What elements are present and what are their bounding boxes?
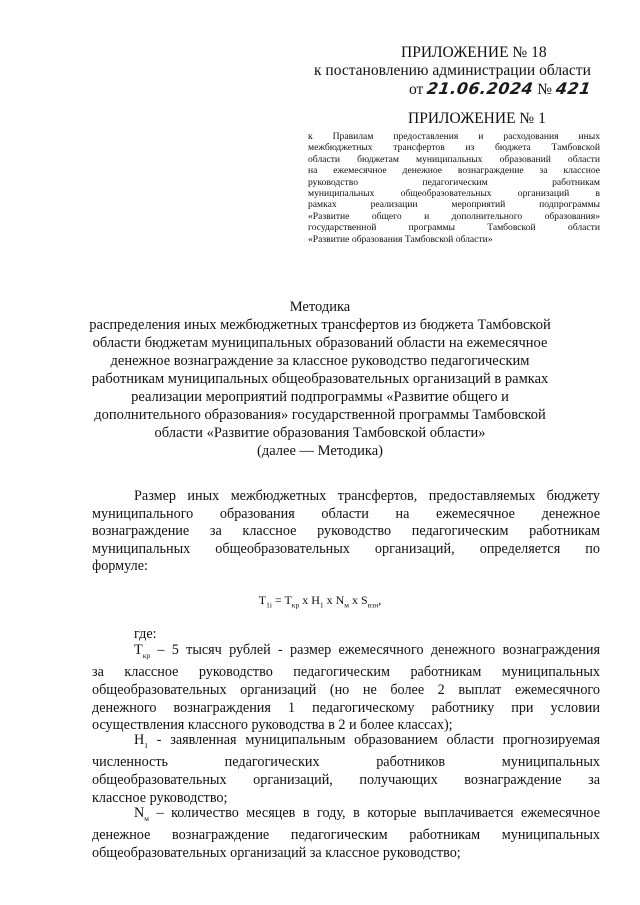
rules-reference-line: рамках реализации мероприятий подпрограммы [308, 199, 600, 211]
appendix-18-label: ПРИЛОЖЕНИЕ № 18 [401, 44, 547, 61]
definition-h1 [92, 732, 600, 807]
rules-reference-line: «Развитие общего и дополнительного образования» [308, 210, 600, 222]
rules-reference-line: руководство педагогическим работникам [308, 176, 600, 188]
resolution-reference: к постановлению администрации области [314, 62, 591, 79]
definition-line: общеобразовательных организаций (но не более 2 выплат ежемесячного [92, 682, 600, 699]
title-line: дополнительного образования» государственной программы Тамбовской [94, 407, 546, 423]
definition-line: $N_м$ – количество месяцев в году, в которые выплачивается ежемесячное [134, 805, 600, 823]
rules-reference-line: «Развитие образования Тамбовской области» [308, 233, 493, 245]
rules-reference-line: области бюджетам муниципальных образований области [308, 153, 600, 165]
formula-t: T [258, 593, 267, 607]
formula-h: x H [299, 593, 320, 607]
title-line: области «Развитие образования Тамбовской области» [154, 425, 486, 441]
definition-line: общеобразовательных организаций, получающих вознаграждение за [92, 772, 600, 789]
rules-reference-line: на ежемесячное денежное вознаграждение за классное [308, 165, 600, 177]
definition-line: численность педагогических работников муниципальных [92, 754, 600, 771]
formula-end: , [378, 593, 382, 607]
rules-reference [308, 131, 600, 245]
definition-line: $H_1$ - заявленная муниципальным образованием области прогнозируемая [134, 732, 600, 750]
where-label: где: [134, 626, 157, 642]
title-line: денежное вознаграждение за классное руководство педагогическим [110, 353, 530, 369]
formula-s: x S [349, 593, 368, 607]
title-line: реализации мероприятий подпрограммы «Развитие общего и [131, 389, 509, 405]
definition-line: денежного вознаграждения 1 педагогическому работнику при условии [92, 699, 600, 716]
formula-n: x N [323, 593, 345, 607]
intro-paragraph [92, 488, 600, 576]
formula-t-sub: 1i [266, 600, 272, 610]
intro-line: муниципального образования области на ежемесячное денежное [92, 505, 600, 522]
formula-n-sub: м [344, 600, 350, 610]
definition-nm [92, 805, 600, 863]
number-sign: № [537, 81, 553, 98]
definition-line: осуществления классного руководства в 2 и более классах); [92, 717, 453, 734]
title-line: распределения иных межбюджетных трансфертов из бюджета Тамбовской [89, 317, 551, 333]
definition-line: общеобразовательных организаций за классное руководство; [92, 845, 461, 862]
appendix-1-label: ПРИЛОЖЕНИЕ № 1 [408, 110, 546, 127]
title-line: работникам муниципальных общеобразовательных организаций в рамках [91, 371, 549, 387]
formula-eq: = T [271, 593, 292, 607]
rules-reference-line: межбюджетных трансфертов из бюджета Тамбовской [308, 142, 600, 154]
methodology-title [70, 298, 570, 460]
rules-reference-line: муниципальных общеобразовательных организаций в [308, 188, 600, 200]
intro-line: формуле: [92, 558, 148, 575]
intro-line: Размер иных межбюджетных трансфертов, предоставляемых бюджету [134, 488, 600, 504]
rules-reference-line: к Правилам предоставления и расходования иных [308, 131, 600, 142]
handwritten-number: 421 [554, 79, 593, 98]
definition-line: за классное руководство педагогическим работникам муниципальных [92, 664, 600, 681]
title-line: (далее — Методика) [257, 443, 383, 459]
definition-tkr [92, 642, 600, 735]
title-line: области бюджетам муниципальных образований области на ежемесячное [92, 335, 548, 351]
formula-s-sub: взн [367, 600, 379, 610]
intro-line: муниципальных общеобразовательных организаций, определяется по [92, 540, 600, 557]
handwritten-date: 21.06.2024 [425, 79, 535, 98]
definition-line: денежное вознаграждение педагогическим работникам муниципальных [92, 827, 600, 844]
title-heading: Методика [289, 299, 351, 315]
formula [0, 593, 640, 609]
definition-line: $T_{кр} - 5$ тысяч рублей - размер ежемесячного денежного вознаграждения [134, 642, 600, 660]
intro-line: вознаграждение за классное руководство педагогическим работникам [92, 523, 600, 540]
formula-tkr-sub: кр [291, 600, 300, 610]
rules-reference-line: государственной программы Тамбовской области [308, 222, 600, 234]
date-prefix: от [409, 81, 424, 98]
definition-line: классное руководство; [92, 789, 228, 806]
formula-h-sub: 1 [319, 600, 324, 610]
resolution-date-line [409, 80, 591, 99]
